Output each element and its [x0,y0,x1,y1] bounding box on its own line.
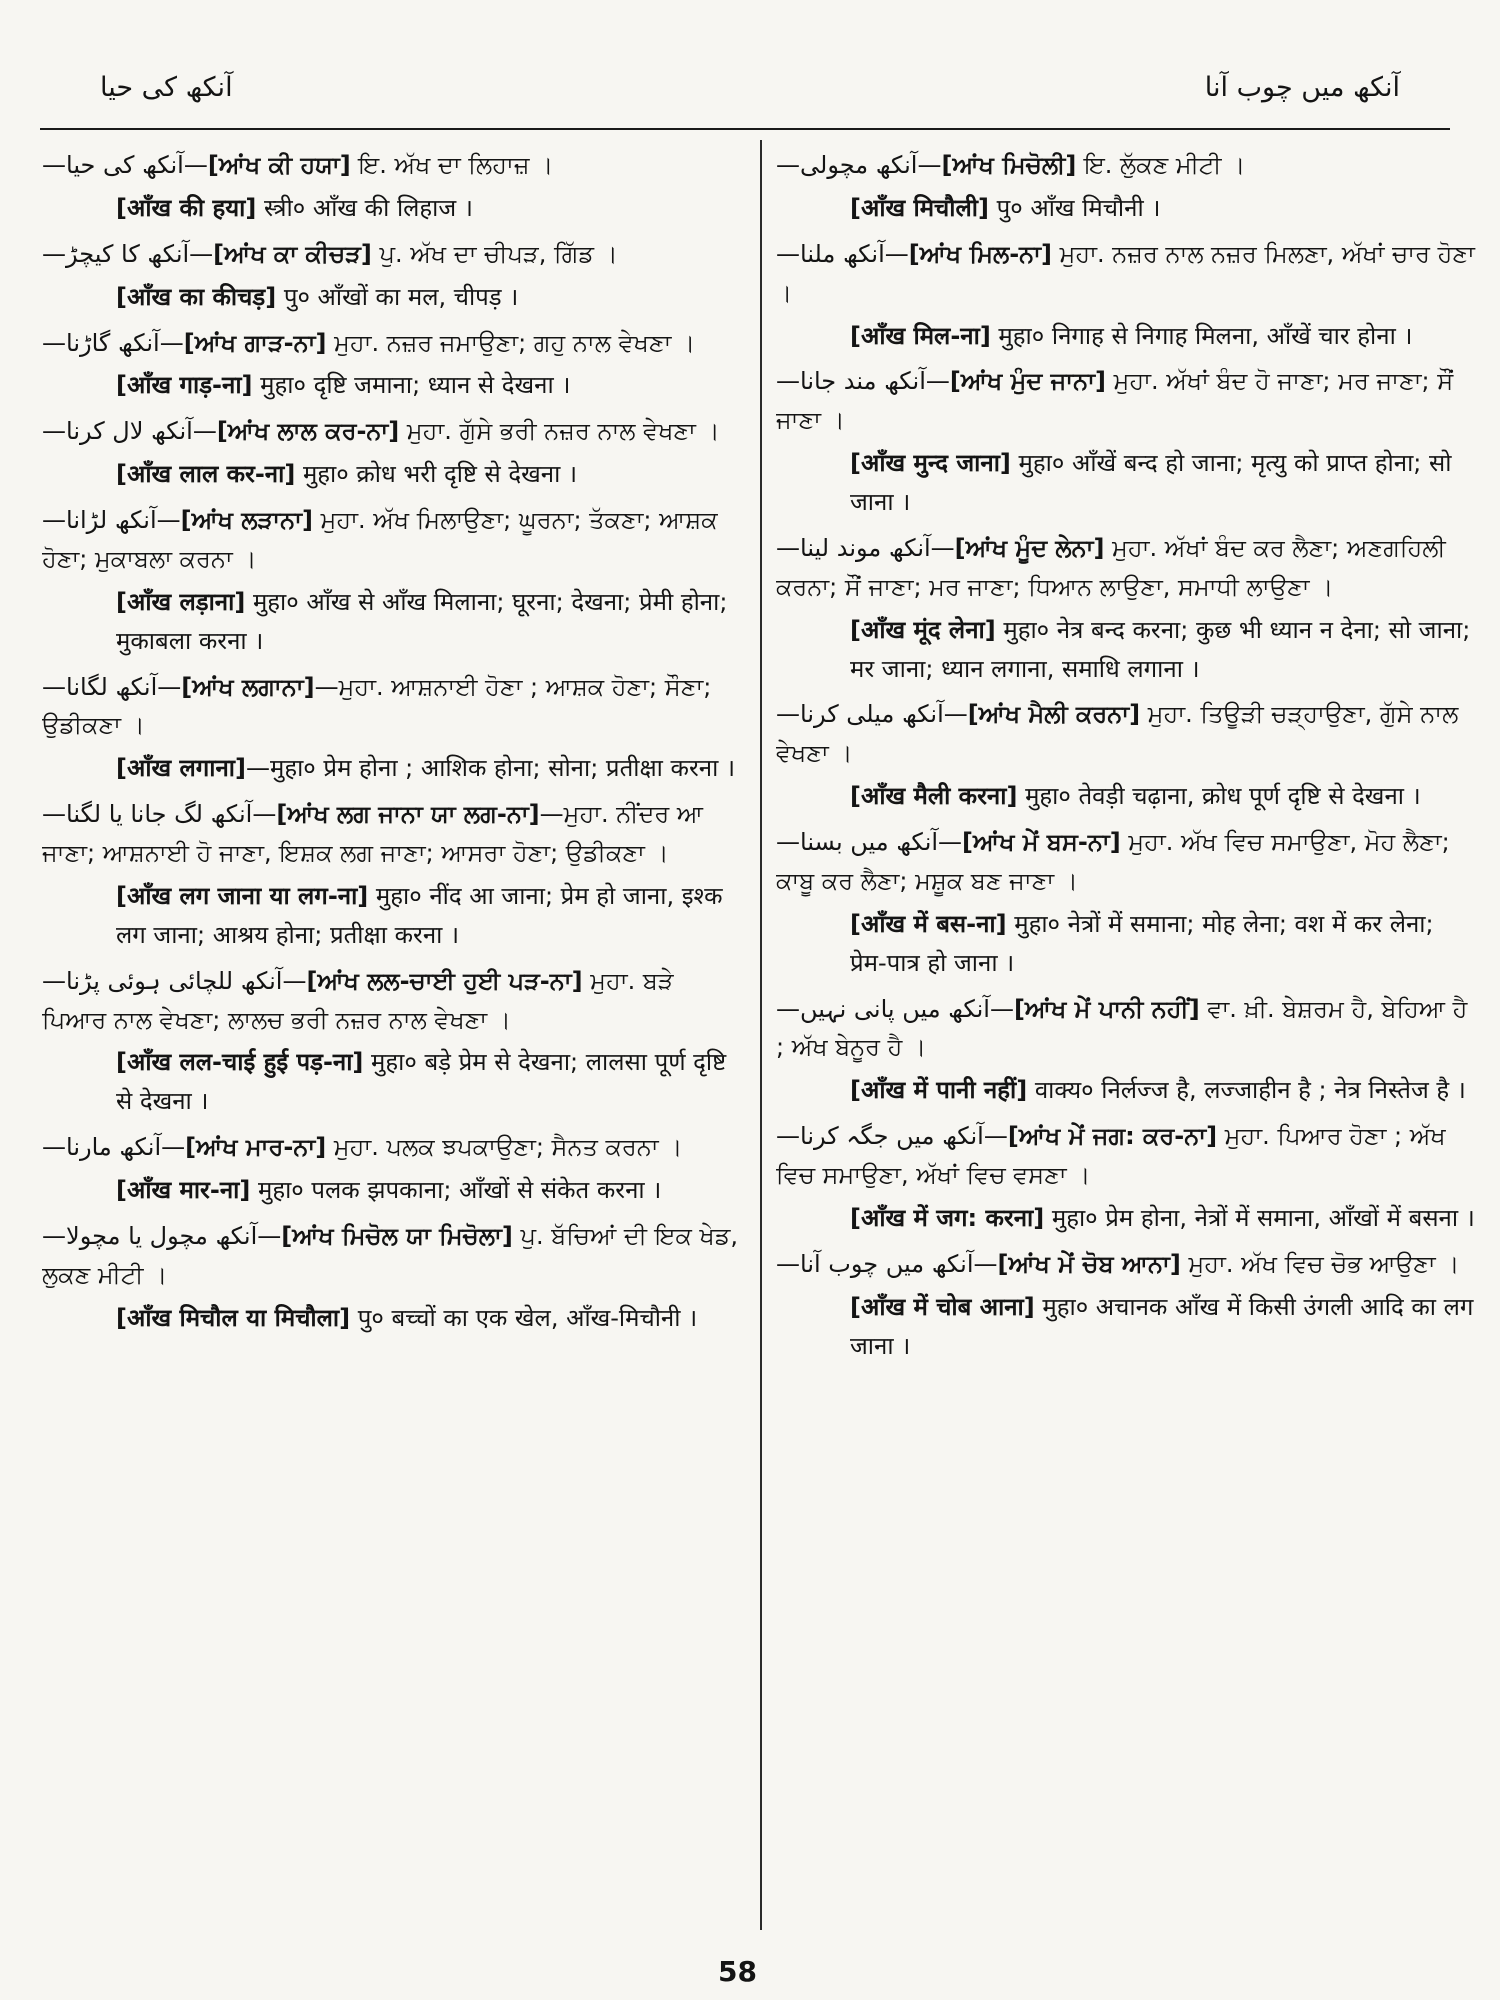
urdu-headword: آنکھ مارنا [66,1133,162,1162]
gurmukhi-headword: [ਆਂਖ ਲਾਲ ਕਰ-ਨਾ] [216,417,400,446]
hindi-gloss [776,189,1476,228]
column-divider [760,140,762,1930]
urdu-headword: آنکھ میں پانی نہیں [800,994,990,1023]
dictionary-entry [776,1245,1476,1366]
gurmukhi-headword: [ਆਂਖ ਮੂੰਦ ਲੇਨਾ] [954,533,1105,562]
hindi-gloss [42,1299,742,1338]
dictionary-entry [776,235,1476,356]
devanagari-headword: [आँख मिल-ना] [850,321,991,350]
dictionary-entry [776,146,1476,228]
punjabi-definition: ਮੁਹਾ. ਅੱਖਾਂ ਬੰਦ ਹੋ ਜਾਣਾ; ਮਰ ਜਾਣਾ; ਸੌਂ ਜਾਣਾ । [776,367,1454,435]
devanagari-headword: [आँख का कीचड़] [116,282,277,311]
hindi-definition: मुहा० दृष्टि जमाना; ध्यान से देखना । [252,371,571,400]
dictionary-entry [42,412,742,494]
hindi-definition: मुहा० आँख से आँख मिलाना; घूरना; देखना; प्रेमी होना; मुकाबला करना । [116,587,728,655]
hindi-gloss [776,1288,1476,1366]
urdu-headword: آنکھ میں چوب آنا [800,1249,974,1278]
hindi-gloss [42,189,742,228]
punjabi-definition: ਮੁਹਾ. ਅੱਖ ਵਿਚ ਚੋਭ ਆਉਣਾ । [1180,1249,1460,1278]
hindi-definition: पु० बच्चों का एक खेल, आँख-मिचौनी । [350,1303,698,1332]
punjabi-gloss: —آنکھ میلی کرنا—[ਆਂਖ ਮੈਲੀ ਕਰਨਾ] ਮੁਹਾ. ਤਿਊੜੀ ਚੜ੍ਹਾਉਣਾ, ਗੁੱਸੇ ਨਾਲ ਵੇਖਣਾ । [776,700,1459,768]
devanagari-headword: [आँख लड़ाना] [116,587,246,616]
urdu-headword: آنکھ کا کیچڑ [66,239,190,268]
gurmukhi-headword: [ਆਂਖ ਕਾ ਕੀਚੜ] [213,239,372,268]
hindi-definition: —मुहा० प्रेम होना ; आशिक होना; सोना; प्रतीक्षा करना । [246,754,736,783]
dictionary-entry [42,324,742,406]
devanagari-headword: [आँख मैली करना] [850,782,1018,811]
hindi-gloss [42,749,742,788]
hindi-definition: मुहा० अचानक आँख में किसी उंगली आदि का लग जाना । [850,1292,1474,1360]
urdu-headword: آنکھ موند لینا [800,533,931,562]
punjabi-gloss: —آنکھ لڑانا—[ਆਂਖ ਲੜਾਨਾ] ਮੁਹਾ. ਅੱਖ ਮਿਲਾਉਣਾ; ਘੂਰਨਾ; ਤੱਕਣਾ; ਆਸ਼ਕ ਹੋਣਾ; ਮੁਕਾਬਲਾ ਕਰਨਾ । [42,506,718,573]
hindi-definition: वाक्य० निर्लज्ज है, लज्जाहीन है ; नेत्र निस्तेज है । [1027,1076,1466,1105]
punjabi-gloss: —آنکھ کی حیا—[ਆਂਖ ਕੀ ਹਯਾ] ਇ. ਅੱਖ ਦਾ ਲਿਹਾਜ਼ । [42,151,554,179]
urdu-headword: آنکھ مچولی [800,151,918,179]
punjabi-definition: ਮੁਹਾ. ਅੱਖਾਂ ਬੰਦ ਕਰ ਲੈਣਾ; ਅਣਗਹਿਲੀ ਕਰਨਾ; ਸੌਂ ਜਾਣਾ; ਮਰ ਜਾਣਾ; ਧਿਆਨ ਲਾਉਣਾ, ਸਮਾਧੀ ਲਾਉਣਾ । [776,533,1446,601]
hindi-gloss [776,444,1476,522]
devanagari-headword: [आँख लल-चाई हुई पड़-ना] [116,1048,364,1077]
devanagari-headword: [आँख मिचौल या मिचौला] [116,1303,351,1332]
devanagari-headword: [आँख लग जाना या लग-ना] [116,881,369,910]
devanagari-headword: [आँख मूंद लेना] [850,615,996,644]
dictionary-entry [776,695,1476,816]
dictionary-entry [42,1128,742,1210]
punjabi-definition: ਪੁ. ਅੱਖ ਦਾ ਚੀਪੜ, ਗਿੱਡ । [371,239,618,268]
devanagari-headword: [आँख मार-ना] [116,1176,251,1204]
hindi-definition: मुहा० बड़े प्रेम से देखना; लालसा पूर्ण दृष्टि से देखना । [116,1048,727,1116]
hindi-gloss [42,1171,742,1210]
punjabi-gloss: —آنکھ ملنا—[ਆਂਖ ਮਿਲ-ਨਾ] ਮੁਹਾ. ਨਜ਼ਰ ਨਾਲ ਨਜ਼ਰ ਮਿਲਣਾ, ਅੱਖਾਂ ਚਾਰ ਹੋਣਾ । [776,239,1475,307]
hindi-gloss [776,611,1476,689]
punjabi-definition: ਪੁ. ਬੱਚਿਆਂ ਦੀ ਇਕ ਖੇਡ, ਲੁਕਣ ਮੀਟੀ । [42,1221,738,1289]
dictionary-entry [776,823,1476,983]
punjabi-definition: ਮੁਹਾ. ਗੁੱਸੇ ਭਰੀ ਨਜ਼ਰ ਨਾਲ ਵੇਖਣਾ । [399,417,720,446]
gurmukhi-headword: [ਆਂਖ ਮੇਂ ਚੋਬ ਆਨਾ] [997,1249,1181,1278]
running-head-left: آنکھ کی حیا [100,72,233,103]
left-column [42,146,742,1926]
urdu-headword: آنکھ کی حیا [66,151,184,179]
hindi-gloss [42,366,742,405]
urdu-headword: آنکھ لگانا [66,672,158,701]
dictionary-entry [42,962,742,1122]
dictionary-entry [42,668,742,789]
right-column [776,146,1476,1926]
hindi-definition: मुहा० आँखें बन्द हो जाना; मृत्यु को प्राप्त होना; सो जाना । [850,449,1452,516]
devanagari-headword: [आँख मुन्द जाना] [850,449,1011,478]
hindi-gloss [42,1043,742,1121]
gurmukhi-headword: [ਆਂਖ ਮਿਚੋਲ ਯਾ ਮਿਚੋਲਾ] [281,1221,513,1250]
dictionary-entry [776,990,1476,1111]
gurmukhi-headword: [ਆਂਖ ਮੁੰਦ ਜਾਨਾ] [949,367,1106,396]
hindi-definition: मुहा० नेत्र बन्द करना; कुछ भी ध्यान न देना; सो जाना; मर जाना; ध्यान लगाना, समाधि लगाना । [850,615,1471,683]
devanagari-headword: [आँख में चोब आना] [850,1292,1035,1321]
hindi-definition: पु० आँख मिचौनी । [988,193,1161,222]
running-head-right: آنکھ میں چوب آنا [1204,72,1400,103]
punjabi-definition: ਮੁਹਾ. ਨਜ਼ਰ ਜਮਾਉਣਾ; ਗਹੁ ਨਾਲ ਵੇਖਣਾ । [326,328,696,357]
punjabi-definition: ਇ. ਅੱਖ ਦਾ ਲਿਹਾਜ਼ । [350,151,554,179]
punjabi-gloss: —آنکھ مند جانا—[ਆਂਖ ਮੁੰਦ ਜਾਨਾ] ਮੁਹਾ. ਅੱਖਾਂ ਬੰਦ ਹੋ ਜਾਣਾ; ਮਰ ਜਾਣਾ; ਸੌਂ ਜਾਣਾ । [776,367,1454,435]
punjabi-gloss: —آنکھ لال کرنا—[ਆਂਖ ਲਾਲ ਕਰ-ਨਾ] ਮੁਹਾ. ਗੁੱਸੇ ਭਰੀ ਨਜ਼ਰ ਨਾਲ ਵੇਖਣਾ । [42,417,720,446]
gurmukhi-headword: [ਆਂਖ ਗਾੜ-ਨਾ] [183,328,327,357]
punjabi-gloss: —آنکھ موند لینا—[ਆਂਖ ਮੂੰਦ ਲੇਨਾ] ਮੁਹਾ. ਅੱਖਾਂ ਬੰਦ ਕਰ ਲੈਣਾ; ਅਣਗਹਿਲੀ ਕਰਨਾ; ਸੌਂ ਜਾਣਾ; ਮਰ ਜਾਣਾ; ਧਿਆਨ ਲਾਉਣਾ, ਸਮਾਧੀ ਲਾਉਣਾ । [776,533,1446,601]
gurmukhi-headword: [ਆਂਖ ਲਲ-ਚਾਈ ਹੁਈ ਪੜ-ਨਾ] [306,966,583,995]
devanagari-headword: [आँख में जग: करना] [850,1203,1045,1232]
hindi-gloss [776,1071,1476,1110]
header-rule [40,128,1450,130]
hindi-definition: मुहा० तेवड़ी चढ़ाना, क्रोध पूर्ण दृष्टि से देखना । [1017,782,1421,811]
devanagari-headword: [आँख में बस-ना] [850,909,1007,938]
urdu-headword: آنکھ للچائی ہوئی پڑنا [66,966,283,995]
punjabi-gloss: —آنکھ گاڑنا—[ਆਂਖ ਗਾੜ-ਨਾ] ਮੁਹਾ. ਨਜ਼ਰ ਜਮਾਉਣਾ; ਗਹੁ ਨਾਲ ਵੇਖਣਾ । [42,328,696,357]
hindi-gloss [776,317,1476,356]
urdu-headword: آنکھ میں جگہ کرنا [800,1122,984,1151]
punjabi-gloss: —آنکھ لگانا—[ਆਂਖ ਲਗਾਨਾ]—ਮੁਹਾ. ਆਸ਼ਨਾਈ ਹੋਣਾ ; ਆਸ਼ਕ ਹੋਣਾ; ਸੌਣਾ; ਉਡੀਕਣਾ । [42,672,712,740]
devanagari-headword: [आँख लाल कर-ना] [116,460,296,489]
punjabi-definition: ਮੁਹਾ. ਪਲਕ ਝਪਕਾਉਣਾ; ਸੈਨਤ ਕਰਨਾ । [326,1133,683,1162]
punjabi-definition: ਮੁਹਾ. ਪਿਆਰ ਹੋਣਾ ; ਅੱਖ ਵਿਚ ਸਮਾਉਣਾ, ਅੱਖਾਂ ਵਿਚ ਵਸਣਾ । [776,1122,1446,1189]
punjabi-gloss: —آنکھ لگ جانا یا لگنا—[ਆਂਖ ਲਗ ਜਾਨਾ ਯਾ ਲਗ-ਨਾ]—ਮੁਹਾ. ਨੀਂਦਰ ਆ ਜਾਣਾ; ਆਸ਼ਨਾਈ ਹੋ ਜਾਣਾ, ਇਸ਼ਕ ਲਗ ਜਾਣਾ; ਆਸਰਾ ਹੋਣਾ; ਉਡੀਕਣਾ । [42,800,704,867]
hindi-definition: पु० आँखों का मल, चीपड़ । [276,282,519,311]
gurmukhi-headword: [ਆਂਖ ਮਿਚੋਲੀ] [941,151,1077,179]
punjabi-definition: —ਮੁਹਾ. ਆਸ਼ਨਾਈ ਹੋਣਾ ; ਆਸ਼ਕ ਹੋਣਾ; ਸੌਣਾ; ਉਡੀਕਣਾ । [42,672,712,740]
devanagari-headword: [आँख गाड़-ना] [116,371,253,400]
punjabi-gloss: —آنکھ میں پانی نہیں—[ਆਂਖ ਮੇਂ ਪਾਨੀ ਨਹੀਂ] ਵਾ. ਖ਼ੀ. ਬੇਸ਼ਰਮ ਹੈ, ਬੇਹਿਆ ਹੈ ; ਅੱਖ ਬੇਨੂਰ ਹੈ । [776,994,1468,1062]
dictionary-entry [42,146,742,228]
punjabi-definition: ਵਾ. ਖ਼ੀ. ਬੇਸ਼ਰਮ ਹੈ, ਬੇਹਿਆ ਹੈ ; ਅੱਖ ਬੇਨੂਰ ਹੈ । [776,994,1468,1062]
urdu-headword: آنکھ ملنا [800,239,885,268]
urdu-headword: آنکھ لڑانا [66,506,157,534]
dictionary-entry [42,795,742,955]
gurmukhi-headword: [ਆਂਖ ਮੇਂ ਬਸ-ਨਾ] [962,828,1121,856]
urdu-headword: آنکھ لگ جانا یا لگنا [66,800,253,829]
dictionary-entry [776,362,1476,522]
punjabi-definition: ਮੁਹਾ. ਤਿਊੜੀ ਚੜ੍ਹਾਉਣਾ, ਗੁੱਸੇ ਨਾਲ ਵੇਖਣਾ । [776,700,1459,768]
dictionary-entry [776,1117,1476,1238]
punjabi-gloss: —آنکھ مچول یا مچولا—[ਆਂਖ ਮਿਚੋਲ ਯਾ ਮਿਚੋਲਾ] ਪੁ. ਬੱਚਿਆਂ ਦੀ ਇਕ ਖੇਡ, ਲੁਕਣ ਮੀਟੀ । [42,1221,738,1289]
hindi-definition: मुहा० निगाह से निगाह मिलना, आँखें चार होना । [990,321,1413,350]
urdu-headword: آنکھ مچول یا مچولا [66,1221,258,1250]
devanagari-headword: [आँख की हया] [116,193,257,222]
gurmukhi-headword: [ਆਂਖ ਲਗਾਨਾ] [181,672,315,701]
punjabi-gloss: —آنکھ مچولی—[ਆਂਖ ਮਿਚੋਲੀ] ਇ. ਲੁੱਕਣ ਮੀਟੀ । [776,151,1246,179]
hindi-gloss [42,278,742,317]
punjabi-definition: —ਮੁਹਾ. ਨੀਂਦਰ ਆ ਜਾਣਾ; ਆਸ਼ਨਾਈ ਹੋ ਜਾਣਾ, ਇਸ਼ਕ ਲਗ ਜਾਣਾ; ਆਸਰਾ ਹੋਣਾ; ਉਡੀਕਣਾ । [42,800,704,867]
punjabi-gloss: —آنکھ میں چوب آنا—[ਆਂਖ ਮੇਂ ਚੋਬ ਆਨਾ] ਮੁਹਾ. ਅੱਖ ਵਿਚ ਚੋਭ ਆਉਣਾ । [776,1249,1460,1278]
devanagari-headword: [आँख लगाना] [116,754,246,783]
urdu-headword: آنکھ لال کرنا [66,417,193,446]
gurmukhi-headword: [ਆਂਖ ਮੇਂ ਪਾਨੀ ਨਹੀਂ] [1013,994,1200,1023]
gurmukhi-headword: [ਆਂਖ ਕੀ ਹਯਾ] [207,151,351,179]
hindi-definition: मुहा० प्रेम होना, नेत्रों में समाना, आँखों में बसना । [1044,1203,1475,1232]
gurmukhi-headword: [ਆਂਖ ਮੈਲੀ ਕਰਨਾ] [967,700,1141,729]
punjabi-gloss: —آنکھ مارنا—[ਆਂਖ ਮਾਰ-ਨਾ] ਮੁਹਾ. ਪਲਕ ਝਪਕਾਉਣਾ; ਸੈਨਤ ਕਰਨਾ । [42,1133,683,1162]
hindi-gloss [776,905,1476,983]
urdu-headword: آنکھ میں بسنا [800,828,939,856]
dictionary-entry [42,1217,742,1338]
dictionary-entry [42,235,742,317]
punjabi-definition: ਇ. ਲੁੱਕਣ ਮੀਟੀ । [1076,151,1246,179]
hindi-gloss [42,455,742,494]
hindi-definition: स्त्री० आँख की लिहाज । [256,193,473,222]
urdu-headword: آنکھ مند جانا [800,367,926,396]
punjabi-gloss: —آنکھ میں بسنا—[ਆਂਖ ਮੇਂ ਬਸ-ਨਾ] ਮੁਹਾ. ਅੱਖ ਵਿਚ ਸਮਾਉਣਾ, ਮੋਹ ਲੈਣਾ; ਕਾਬੂ ਕਰ ਲੈਣਾ; ਮਸ਼ੂਕ ਬਣ ਜਾਣਾ । [776,828,1450,895]
hindi-gloss [776,1199,1476,1238]
hindi-definition: मुहा० नींद आ जाना; प्रेम हो जाना, इश्क लग जाना; आश्रय होना; प्रतीक्षा करना । [116,881,723,949]
gurmukhi-headword: [ਆਂਖ ਲੜਾਨਾ] [180,506,313,534]
punjabi-definition: ਮੁਹਾ. ਅੱਖ ਵਿਚ ਸਮਾਉਣਾ, ਮੋਹ ਲੈਣਾ; ਕਾਬੂ ਕਰ ਲੈਣਾ; ਮਸ਼ੂਕ ਬਣ ਜਾਣਾ । [776,828,1450,895]
punjabi-gloss: —آنکھ کا کیچڑ—[ਆਂਖ ਕਾ ਕੀਚੜ] ਪੁ. ਅੱਖ ਦਾ ਚੀਪੜ, ਗਿੱਡ । [42,239,618,268]
punjabi-gloss: —آنکھ للچائی ہوئی پڑنا—[ਆਂਖ ਲਲ-ਚਾਈ ਹੁਈ ਪੜ-ਨਾ] ਮੁਹਾ. ਬੜੇ ਪਿਆਰ ਨਾਲ ਵੇਖਣਾ; ਲਾਲਚ ਭਰੀ ਨਜ਼ਰ ਨਾਲ ਵੇਖਣਾ । [42,966,674,1034]
punjabi-definition: ਮੁਹਾ. ਨਜ਼ਰ ਨਾਲ ਨਜ਼ਰ ਮਿਲਣਾ, ਅੱਖਾਂ ਚਾਰ ਹੋਣਾ । [776,239,1475,307]
hindi-gloss [42,877,742,955]
gurmukhi-headword: [ਆਂਖ ਮਿਲ-ਨਾ] [908,239,1053,268]
dictionary-entry [776,529,1476,689]
hindi-gloss [42,583,742,661]
page-number: 58 [718,1955,757,1988]
devanagari-headword: [आँख मिचौली] [850,193,989,222]
punjabi-definition: ਮੁਹਾ. ਅੱਖ ਮਿਲਾਉਣਾ; ਘੂਰਨਾ; ਤੱਕਣਾ; ਆਸ਼ਕ ਹੋਣਾ; ਮੁਕਾਬਲਾ ਕਰਨਾ । [42,506,718,573]
hindi-definition: मुहा० पलक झपकाना; आँखों से संकेत करना । [250,1176,662,1204]
hindi-definition: मुहा० क्रोध भरी दृष्टि से देखना । [295,460,578,489]
dictionary-entry [42,501,742,661]
urdu-headword: آنکھ گاڑنا [66,328,160,357]
urdu-headword: آنکھ میلی کرنا [800,700,944,729]
punjabi-gloss: —آنکھ میں جگہ کرنا—[ਆਂਖ ਮੇਂ ਜਗ: ਕਰ-ਨਾ] ਮੁਹਾ. ਪਿਆਰ ਹੋਣਾ ; ਅੱਖ ਵਿਚ ਸਮਾਉਣਾ, ਅੱਖਾਂ ਵਿਚ ਵਸਣਾ । [776,1122,1446,1189]
gurmukhi-headword: [ਆਂਖ ਮਾਰ-ਨਾ] [185,1133,327,1162]
gurmukhi-headword: [ਆਂਖ ਮੇਂ ਜਗ: ਕਰ-ਨਾ] [1007,1122,1218,1151]
devanagari-headword: [आँख में पानी नहीं] [850,1076,1028,1105]
gurmukhi-headword: [ਆਂਖ ਲਗ ਜਾਨਾ ਯਾ ਲਗ-ਨਾ] [276,800,540,829]
punjabi-definition: ਮੁਹਾ. ਬੜੇ ਪਿਆਰ ਨਾਲ ਵੇਖਣਾ; ਲਾਲਚ ਭਰੀ ਨਜ਼ਰ ਨਾਲ ਵੇਖਣਾ । [42,966,674,1034]
hindi-definition: मुहा० नेत्रों में समाना; मोह लेना; वश में कर लेना; प्रेम-पात्र हो जाना । [850,909,1434,977]
hindi-gloss [776,777,1476,816]
